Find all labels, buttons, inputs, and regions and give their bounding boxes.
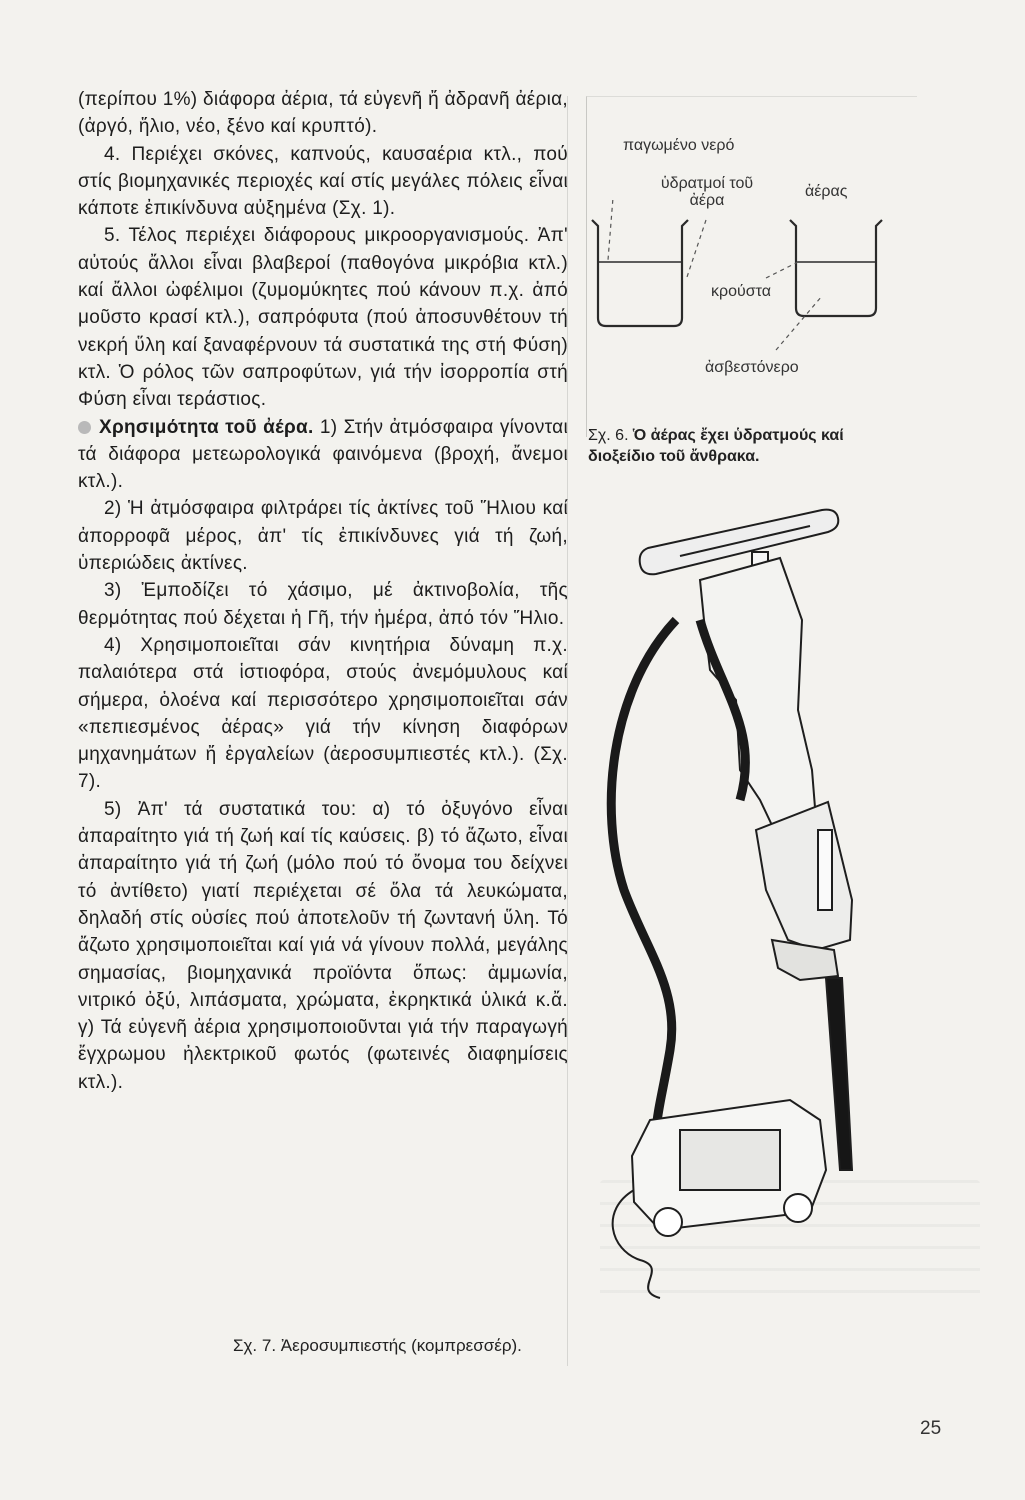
leader-line-vapor — [686, 220, 706, 280]
label-water-vapor: ὑδρατμοί τοῦ ἀέρα — [660, 175, 754, 209]
paragraph-heat: 3) Ἐμποδίζει τό χάσιμο, μέ ἀκτινοβολία, τῆς θερμότητας πού δέχεται ἡ Γῆ, τήν ἡμέρα, ἀπό τόν Ἥλιο. — [78, 580, 568, 629]
figure-6-text: Ὁ ἀέρας ἔχει ὑδρατμούς καί διοξείδιο τοῦ ἄνθρακα. — [588, 427, 844, 465]
label-ice-water: παγωμένο νερό — [623, 137, 735, 154]
paragraph-microorganisms: 5. Τέλος περιέχει διάφορους μικροοργανισμούς. Ἀπ' αὐτούς ἄλλοι εἶναι βλαβεροί (παθογόνα μικρόβια κτλ.) καί ἄλλοι ὠφέλιμοι (ζυμομύκητες πού κάνουν π.χ. ἀπό μοῦστο κρασί κτλ.), σαπρόφυτα (πού ἀποσυνθέτουν τή νεκρή ὕλη καί ξαναφέρνουν τά συστατικά της στή Φύση) κτλ. Ὁ ρόλος τῶν σαπροφύτων, γιά τήν ἰσορροπία στή Φύση εἶναι τεράστιος. — [78, 225, 568, 411]
air-hose — [611, 620, 745, 1170]
figure-6-jars-illustration — [586, 200, 896, 375]
drill-body — [700, 558, 852, 980]
left-jar — [592, 220, 688, 326]
figure-6-caption — [588, 425, 908, 467]
paragraph-dust: 4. Περιέχει σκόνες, καπνούς, καυσαέρια κτλ., πού στίς βιομηχανικές περιοχές καί στίς μεγάλες πόλεις εἶναι κάποτε ἐπικίνδυνα αὐξημένα (Σχ. 1). — [78, 143, 568, 220]
leader-line-limewater — [776, 296, 822, 350]
section-title: Χρησιμότητα τοῦ ἀέρα. — [99, 416, 314, 438]
section-first-item: 1) Στήν ἀτμόσφαιρα γίνονται τά διάφορα μετεωρολογικά φαινόμενα (βροχή, ἄνεμοι κτλ.). — [78, 416, 568, 493]
label-limewater: ἀσβεστόνερο — [705, 359, 799, 376]
drill-bit — [826, 978, 852, 1170]
figure-7-caption: Σχ. 7. Ἀεροσυμπιεστής (κομπρεσσέρ). — [233, 1336, 522, 1355]
leader-line-ice — [608, 200, 616, 260]
leader-line-crust — [766, 262, 798, 278]
section-usefulness — [78, 414, 568, 496]
paragraph-filter: 2) Ἡ ἀτμόσφαιρα φιλτράρει τίς ἀκτίνες τοῦ Ἥλιου καί ἀπορροφᾶ μέρος, ἀπ' τίς ἐπικίνδυνες γιά τή ζωή, ὑπεριώδεις ἀκτίνες. — [78, 498, 568, 575]
label-air: ἀέρας — [805, 183, 848, 200]
label-crust: κρούστα — [711, 283, 771, 300]
figure-7-compressor-drill-illustration — [590, 470, 920, 1330]
paragraph-components: 5) Ἀπ' τά συστατικά του: α) τό ὀξυγόνο εἶναι ἀπαραίτητο γιά τή ζωή καί τίς καύσεις. β) τό ἄζωτο, εἶναι ἀπαραίτητο γιά τή ζωή (μόλο πού τό ὄνομα του δείχνει τό ἀντίθετο) γιατί περιέχεται σέ ὅλα τά λευκώματα, δηλαδή στίς οὐσίες πού ἀποτελοῦν τή ζωντανή ὕλη. Τό ἄζωτο χρησιμοποιεῖται καί γιά νά γίνουν πολλά, μεγάλης σημασίας, βιομηχανικά προϊόντα ὅπως: ἀμμωνία, νιτρικό ὀξύ, λιπάσματα, χρώματα, ἐκρηκτικά ὑλικά κ.ἄ. γ) Τά εὐγενῆ ἀέρια χρησιμοποιοῦνται γιά τήν παραγωγή ἔγχρωμου ἠλεκτρικοῦ φωτός (φωτεινές διαφημίσεις κτλ.). — [78, 798, 568, 1093]
compressor-unit — [613, 1100, 826, 1298]
figure-6-number: Σχ. 6. — [588, 427, 629, 444]
paragraph-noble-gases: (περίπου 1%) διάφορα ἀέρια, τά εὐγενῆ ἤ ἀδρανῆ ἀέρια, (ἀργό, ἥλιο, νέο, ξένο καί κρυπτό). — [78, 89, 568, 138]
paragraph-motive-force: 4) Χρησιμοποιεῖται σάν κινητήρια δύναμη π.χ. παλαιότερα στά ἱστιοφόρα, στούς ἀνεμόμυλους καί σήμερα, ὁλοένα καί περισσότερο χρησιμοποιεῖται σάν «πεπιεσμένος ἀέρας» γιά τήν κίνηση διαφόρων μηχανημάτων ἤ ἐργαλείων (ἀεροσυμπιεστές κτλ.). (Σχ. 7). — [78, 634, 568, 793]
page-number: 25 — [920, 1418, 942, 1439]
bullet-icon — [78, 421, 91, 434]
right-jar — [790, 220, 882, 316]
main-text-column — [78, 86, 568, 1096]
